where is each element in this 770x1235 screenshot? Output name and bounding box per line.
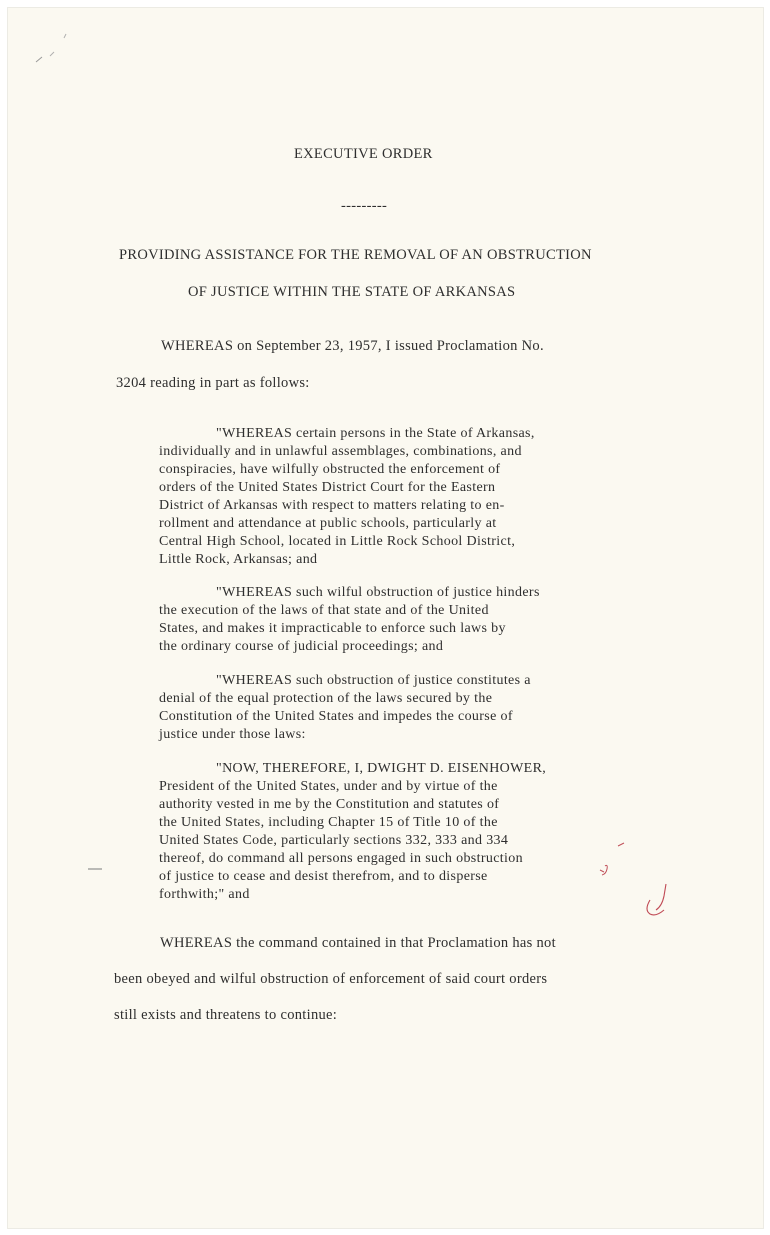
document-heading: EXECUTIVE ORDER [294, 146, 433, 162]
quote-line: authority vested in me by the Constitution and statutes of [159, 797, 500, 812]
closing-line-3: still exists and threatens to continue: [114, 1007, 338, 1023]
quote-line: orders of the United States District Court for the Eastern [159, 480, 496, 495]
quote-line: United States Code, particularly sections 332, 333 and 334 [159, 833, 509, 848]
quote-line: individually and in unlawful assemblages, combinations, and [159, 444, 522, 459]
red-correction-mark [592, 842, 632, 878]
intro-line-2: 3204 reading in part as follows: [116, 375, 310, 391]
quote-line: justice under those laws: [159, 727, 306, 742]
closing-line-2: been obeyed and wilful obstruction of enforcement of said court orders [114, 971, 548, 987]
closing-line-1: WHEREAS the command contained in that Proclamation has not [160, 935, 556, 951]
quote-line: Constitution of the United States and impedes the course of [159, 709, 513, 724]
red-check-mark [640, 880, 680, 920]
quote-line: "WHEREAS such wilful obstruction of justice hinders [216, 585, 540, 600]
order-title-line-2: OF JUSTICE WITHIN THE STATE OF ARKANSAS [188, 284, 516, 300]
quote-line: forthwith;" and [159, 887, 250, 902]
quote-line: States, and makes it impracticable to enforce such laws by [159, 621, 506, 636]
quote-line: "WHEREAS certain persons in the State of Arkansas, [216, 426, 535, 441]
heading-separator: --------- [341, 198, 388, 214]
order-title-line-1: PROVIDING ASSISTANCE FOR THE REMOVAL OF AN OBSTRUCTION [119, 247, 592, 263]
quote-line: "NOW, THEREFORE, I, DWIGHT D. EISENHOWER, [216, 761, 547, 776]
quote-line: President of the United States, under and by virtue of the [159, 779, 498, 794]
quote-line: the execution of the laws of that state and of the United [159, 603, 489, 618]
quote-line: Little Rock, Arkansas; and [159, 552, 318, 567]
quote-line: rollment and attendance at public schools, particularly at [159, 516, 497, 531]
quote-line: the United States, including Chapter 15 of Title 10 of the [159, 815, 498, 830]
quote-line: District of Arkansas with respect to matters relating to en- [159, 498, 505, 513]
quote-line: denial of the equal protection of the laws secured by the [159, 691, 493, 706]
intro-line-1: WHEREAS on September 23, 1957, I issued Proclamation No. [161, 338, 544, 354]
quote-line: Central High School, located in Little Rock School District, [159, 534, 516, 549]
quote-line: conspiracies, have wilfully obstructed the enforcement of [159, 462, 501, 477]
quote-line: "WHEREAS such obstruction of justice constitutes a [216, 673, 531, 688]
quote-line: of justice to cease and desist therefrom, and to disperse [159, 869, 488, 884]
quote-line: thereof, do command all persons engaged in such obstruction [159, 851, 523, 866]
quote-line: the ordinary course of judicial proceedings; and [159, 639, 444, 654]
pencil-mark [30, 30, 70, 70]
margin-dash-mark [86, 866, 106, 872]
